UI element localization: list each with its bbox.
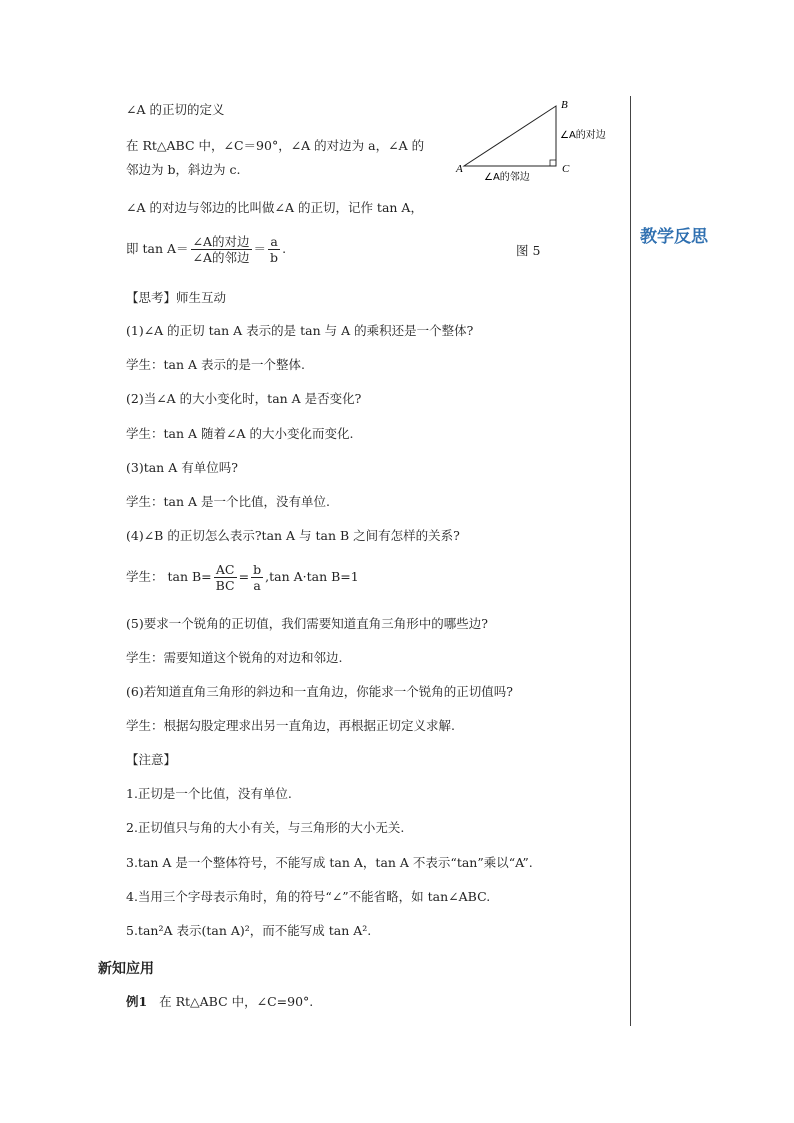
adjacent-side-label: ∠A的邻边 (484, 172, 530, 183)
vertex-a-label: A (456, 163, 463, 175)
definition-sentence: ∠A 的对边与邻边的比叫做∠A 的正切，记作 tan A， (126, 200, 423, 215)
question-2: (2)当∠A 的大小变化时，tan A 是否变化? (126, 391, 362, 406)
note-3: 3.tan A 是一个整体符号，不能写成 tan A，tan A 不表示“tan”乘以“A”. (126, 855, 533, 870)
note-4: 4.当用三个字母表示角时，角的符号“∠”不能省略，如 tan∠ABC. (126, 889, 491, 904)
answer-6: 学生：根据勾股定理求出另一直角边，再根据正切定义求解. (126, 718, 455, 733)
figure-caption: 图 5 (516, 243, 541, 258)
note-title: 【注意】 (126, 752, 177, 767)
answer4-fraction-1 (214, 562, 237, 593)
answer4-prefix: 学生： tan B= (126, 569, 212, 584)
teaching-reflection-title: 教学反思 (640, 227, 708, 247)
example-text: 在 Rt△ABC 中，∠C=90°. (159, 994, 314, 1009)
answer4-num-2: b (253, 562, 262, 577)
note-2: 2.正切值只与角的大小有关，与三角形的大小无关. (126, 820, 405, 835)
answer-5: 学生：需要知道这个锐角的对边和邻边. (126, 650, 343, 665)
formula-prefix: 即 tan A＝ (126, 241, 189, 256)
question-6: (6)若知道直角三角形的斜边和一直角边，你能求一个锐角的正切值吗? (126, 684, 513, 699)
question-5: (5)要求一个锐角的正切值，我们需要知道直角三角形中的哪些边? (126, 616, 488, 631)
vertex-c-label: C (562, 163, 570, 175)
formula-num-1: ∠A的对边 (192, 234, 250, 249)
answer-1: 学生：tan A 表示的是一个整体. (126, 357, 305, 372)
think-title: 【思考】师生互动 (126, 290, 227, 305)
question-1: (1)∠A 的正切 tan A 表示的是 tan 与 A 的乘积还是一个整体? (126, 323, 474, 338)
answer4-den-1: BC (215, 578, 235, 593)
note-5: 5.tan²A 表示(tan A)²，而不能写成 tan A². (126, 923, 372, 938)
example-1 (126, 994, 313, 1010)
answer-4 (126, 562, 359, 593)
formula-num-2: a (268, 234, 280, 250)
answer-3: 学生：tan A 是一个比值，没有单位. (126, 494, 330, 509)
answer4-den-2: a (253, 578, 261, 593)
formula-equals: ＝ (253, 241, 267, 256)
formula-den-2: b (270, 250, 279, 265)
answer4-equals: = (238, 569, 250, 584)
formula-fraction-2 (268, 234, 280, 265)
intro-line-2: 邻边为 b，斜边为 c. (126, 162, 241, 177)
opposite-side-label: ∠A的对边 (560, 130, 606, 141)
answer4-suffix: ,tan A·tan B=1 (265, 569, 359, 584)
vertex-b-label: B (561, 99, 568, 111)
answer4-fraction-2 (251, 562, 263, 593)
formula-den-1: ∠A的邻边 (192, 250, 250, 265)
right-triangle-figure (452, 94, 622, 186)
question-4: (4)∠B 的正切怎么表示?tan A 与 tan B 之间有怎样的关系? (126, 528, 460, 543)
question-3: (3)tan A 有单位吗? (126, 460, 238, 475)
formula-fraction-1 (191, 234, 252, 265)
note-1: 1.正切是一个比值，没有单位. (126, 786, 292, 801)
intro-line-1: 在 Rt△ABC 中，∠C＝90°，∠A 的对边为 a，∠A 的 (126, 138, 425, 153)
column-divider (630, 96, 631, 1026)
definition-heading: ∠A 的正切的定义 (126, 102, 225, 117)
tangent-formula (126, 234, 286, 265)
answer4-num-1: AC (214, 562, 237, 578)
formula-suffix: . (282, 241, 287, 256)
section-heading: 新知应用 (98, 961, 154, 977)
example-label: 例1 (126, 994, 148, 1009)
answer-2: 学生：tan A 随着∠A 的大小变化而变化. (126, 426, 354, 441)
